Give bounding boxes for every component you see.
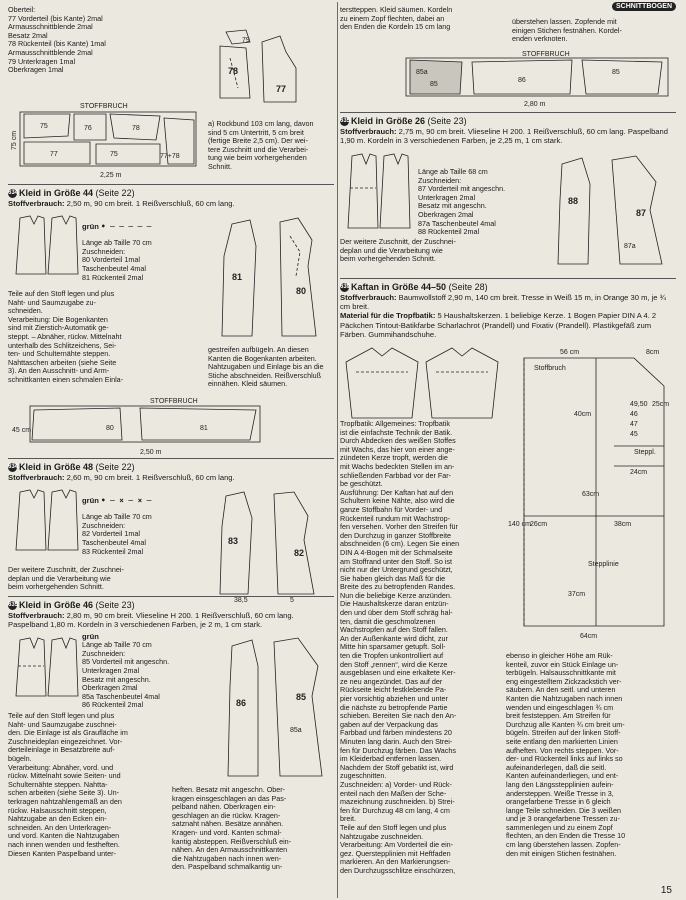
text-line: heften. Besatz mit angeschn. Ober- xyxy=(172,785,286,794)
text-line: den Durchzugsschlitze einschürzen, xyxy=(340,865,456,875)
text-line: lang den Längsstepplinien aufein- xyxy=(506,779,614,789)
svg-text:85: 85 xyxy=(612,69,620,76)
cutting-plan-635-46 xyxy=(402,52,674,110)
text-line: ten, damit die geschmolzenen xyxy=(340,616,436,626)
text-line: Durchzug alle Kanten ¾ cm breit um- xyxy=(506,719,625,729)
text-line: 3). An den Ausschnitt- und Arm- xyxy=(8,366,110,376)
section-635-46-header: 635Kleid in Größe 46 (Seite 23) Stoffverbrauch: 2,80 m, 90 cm breit. Vlieseline H 200. 1 Reißverschluß, 60 cm lang. Paspelband 1,80 m. Kordeln in 3 verschiedenen Farben, je 2 m, 1 cm stark. xyxy=(8,600,294,630)
text-line: nicht nur der Untergrund geschützt, xyxy=(340,565,453,575)
column-divider xyxy=(337,2,338,898)
text-line: aufheften. Von rechts steppen. Vor- xyxy=(506,745,619,755)
section-634-44-cut: grün • ─ ─ ─ ─ ─ Länge ab Taille 70 cm Zuschneiden: 80 Vorderteil 1mal Taschenbeutel 4mal 81 Rückenteil 2mal xyxy=(82,222,212,290)
svg-text:64cm: 64cm xyxy=(580,633,598,640)
text-line: Kanten die Nahtzugaben nach innen xyxy=(506,693,623,703)
text-line: derteileinlage in Besatzbreite auf- xyxy=(8,745,115,755)
text-line: zündeten Kerze tropft, werden die xyxy=(340,453,448,463)
text-line: flechten, an den Enden die Tresse 10 xyxy=(506,831,626,841)
text-line: Farbbad und färben mindestens 20 xyxy=(340,728,452,738)
svg-text:81: 81 xyxy=(200,425,208,432)
text-line: Stiche abschneiden. Reißverschluß xyxy=(208,370,322,380)
svg-text:86: 86 xyxy=(518,77,526,84)
pattern-figure-oberteil xyxy=(206,28,326,108)
text-line: andersteppen. Weiße Tresse in 3, xyxy=(506,788,614,798)
section-divider xyxy=(8,458,334,459)
text-line: den. Paspelband schmalkantig un- xyxy=(172,862,283,872)
text-line: Schulternähte steppen. Nahtta- xyxy=(8,779,108,789)
text-line: am Stoffrand unter den Stoff. So ist xyxy=(340,556,453,566)
svg-text:87a: 87a xyxy=(624,243,636,250)
text-line: gestreifen aufbügeln. An diesen xyxy=(208,345,309,354)
label-79: 79 xyxy=(242,37,250,44)
text-line: breit feststeppen. Am Streifen für xyxy=(506,711,611,721)
text-line: Schultern keine Nähte, also wird die xyxy=(340,496,455,506)
text-line: An der Außenkante wird dicht, zur xyxy=(340,633,448,643)
section-divider xyxy=(340,112,676,113)
text-line: einigen Stichen festnähen. Kordel- xyxy=(512,25,622,35)
section-634-48-cut: grün • ─ × ─ × ─ Länge ab Taille 70 cm Zuschneiden: 82 Vorderteil 1mal Taschenbeutel 4mal 83 Rückenteil 2mal xyxy=(82,496,212,568)
svg-text:STOFFBRUCH: STOFFBRUCH xyxy=(522,51,570,58)
svg-text:85a: 85a xyxy=(290,727,302,734)
text-line: Kragen- und vord. Kanten schmal- xyxy=(172,827,282,837)
text-line: Nachdem der Stoff gebatikt ist, wird xyxy=(340,762,454,772)
text-line: Zuschneiden: xyxy=(82,246,126,256)
section-634-44-body-left xyxy=(8,289,206,384)
text-line: beim vorhergehenden Schnitt. xyxy=(340,254,436,264)
text-line: im Kleiderbad entfernen lassen. xyxy=(340,754,442,764)
text-line: Zuschneiden: xyxy=(418,175,462,185)
text-line: aufeinanderlegen, daß die seitl. xyxy=(506,762,607,772)
text-line: 77 Vorderteil (bis Kante) 2mal xyxy=(8,13,103,23)
text-line: Unterkragen 2mal xyxy=(82,665,140,675)
text-line: 83 Rückenteil 2mal xyxy=(82,546,144,556)
text-line: nach innen wenden und festheften. xyxy=(8,839,120,849)
text-line: schließenden Farbbad vor der Far- xyxy=(340,470,452,480)
text-line: Länge ab Taille 70 cm xyxy=(82,512,152,522)
svg-text:85: 85 xyxy=(296,692,307,702)
text-line: Kanten die Bogenkanten arbeiten. xyxy=(208,353,317,363)
svg-text:5: 5 xyxy=(290,597,294,604)
text-line: 87a Taschenbeutel 4mal xyxy=(418,218,496,228)
section-divider xyxy=(8,596,334,597)
pattern-figure-634-44 xyxy=(216,216,332,346)
svg-text:77+78: 77+78 xyxy=(160,153,180,160)
section-number: 634 xyxy=(8,190,19,197)
section-639-header: 639Kaftan in Größe 44–50 (Seite 28) Stoffverbrauch: Baumwollstoff 2,90 m, 140 cm breit. Tresse in Weiß 15 m, in Orange 30 m, je ¾ cm breit. Material für die Tropfbatik: 5 Haushaltskerzen. 1 beliebige Kerze. 1 Bogen Papier DIN A 4. 2 Päckchen Tintout-Batikfarbe Scharlachrot (Prandell) und Fixativ (Prandell). Plastikgefäß zum Färben. Gummihandschuhe. xyxy=(340,282,666,339)
svg-text:80: 80 xyxy=(296,286,307,296)
text-line: Teile auf den Stoff legen und plus xyxy=(8,711,115,720)
text-line: Nun die beliebige Kerze anzünden. xyxy=(340,590,452,600)
section-divider xyxy=(8,184,334,185)
svg-text:STOFFBRUCH: STOFFBRUCH xyxy=(80,103,128,110)
text-line: 86 Rückenteil 2mal xyxy=(82,700,144,710)
continuation-left xyxy=(340,6,504,38)
text-line: säubern. An den seitl. und unteren xyxy=(506,685,616,695)
dress-illustration-635-46 xyxy=(10,636,82,698)
text-line: zugeschnitten. xyxy=(340,771,387,781)
svg-text:2,25 m: 2,25 m xyxy=(100,172,122,179)
svg-text:75: 75 xyxy=(40,123,48,130)
text-line: den Stoff „rennen“, wird die Kerze xyxy=(340,659,448,669)
section-635-46-body-right xyxy=(172,786,334,896)
text-line: Ausführung: Der Kaftan hat auf den xyxy=(340,487,454,497)
text-line: Taschenbeutel 4mal xyxy=(82,537,146,547)
section-634-48-header: 634Kleid in Größe 48 (Seite 22) Stoffverbrauch: 2,60 m, 90 cm breit. 1 Reißverschluß, 60 cm lang. xyxy=(8,462,235,482)
text-line: mit Wachs bedeckten Stellen im an- xyxy=(340,461,455,471)
text-line: sammenlegen und zu einem Zopf xyxy=(506,822,613,832)
text-line: 78 Rückenteil (bis Kante) 1mal xyxy=(8,39,106,49)
text-line: Teile auf den Stoff legen und plus xyxy=(8,289,115,298)
text-line: markieren. An den Markierungsen- xyxy=(340,857,451,867)
text-line: Länge ab Taille 68 cm xyxy=(418,167,488,176)
svg-text:8cm: 8cm xyxy=(646,349,660,356)
right-column xyxy=(340,0,676,900)
text-line: Rückseite leicht festklebende Pa- xyxy=(340,685,447,695)
text-line: Oberkragen 1mal xyxy=(8,65,64,75)
text-line: kantig absteppen. Reißverschluß ein- xyxy=(172,836,292,846)
svg-text:40cm: 40cm xyxy=(574,411,592,418)
cutting-plan-634-44 xyxy=(10,396,330,458)
text-line: Zuschneideplan eingezeichnet. Vor- xyxy=(8,736,123,746)
text-line: bügeln. xyxy=(8,753,32,763)
section-title: Kleid in Größe 44 xyxy=(19,188,94,198)
text-line: Nahttaschen arbeiten (siehe Seite xyxy=(8,357,117,367)
svg-text:25cm: 25cm xyxy=(652,401,670,408)
text-line: der- und Rückenteil links auf links so xyxy=(506,754,623,764)
text-line: den. Die Einlage ist als Graufläche im xyxy=(8,728,128,738)
dress-illustration-635-26 xyxy=(342,152,418,232)
svg-text:Steppl.: Steppl. xyxy=(634,449,656,456)
svg-text:77: 77 xyxy=(50,151,58,158)
text-line: kragen einsgeschlagen an das Pas- xyxy=(172,793,287,803)
svg-text:47: 47 xyxy=(630,421,638,428)
text-line: terstteppen. Kleid säumen. Kordeln xyxy=(340,5,453,14)
svg-text:63cm: 63cm xyxy=(582,491,600,498)
text-line: deplan und die Verarbeitung wie xyxy=(340,245,443,255)
text-line: Oberteil: xyxy=(8,5,36,14)
text-line: Nahtzugabe an den Ecken ein- xyxy=(8,814,107,824)
svg-text:37cm: 37cm xyxy=(568,591,586,598)
text-line: Länge ab Taille 70 cm xyxy=(82,640,152,650)
text-line: und je 3 orangefarbene Tressen zu- xyxy=(506,814,620,824)
svg-text:26cm: 26cm xyxy=(530,521,548,528)
text-line: Unterkragen 2mal xyxy=(418,192,476,202)
text-line: Verarbeitung: Abnäher, vord. und xyxy=(8,762,114,772)
text-line: steppt. – Abnäher, rückw. Mittelnaht xyxy=(8,331,122,341)
text-line: tung wie beim vorhergehenden xyxy=(208,153,307,163)
text-line: Armausschnittblende 2mal xyxy=(8,22,93,32)
section-634-44-body-right xyxy=(208,346,334,394)
section-634-44-header: 634Kleid in Größe 44 (Seite 22) Stoffverbrauch: 2,50 m, 90 cm breit. 1 Reißverschluß, 60 cm lang. xyxy=(8,188,235,208)
svg-text:75: 75 xyxy=(110,151,118,158)
text-line: wenden und eingeschlagen ¾ cm xyxy=(506,702,614,712)
text-line: lange Teile schneiden. Die 3 weißen xyxy=(506,805,621,815)
section-635-26-cut xyxy=(418,168,548,248)
section-635-46-body-left xyxy=(8,712,168,898)
text-line: gez. Querstepplinien mit Heftfaden xyxy=(340,848,451,858)
text-line: Teile auf den Stoff legen und plus xyxy=(340,822,447,832)
svg-text:38,5: 38,5 xyxy=(234,597,248,604)
section-639-body-left xyxy=(340,420,500,898)
text-line: Verarbeitung: Die Bogenkanten xyxy=(8,314,108,324)
kaftan-illustration xyxy=(342,342,502,420)
dress-illustration-634-48 xyxy=(10,488,82,552)
text-line: Armausschnittblende 2mal xyxy=(8,47,93,57)
text-line: pier vorsichtig abziehen und unter xyxy=(340,694,448,703)
svg-text:45 cm: 45 cm xyxy=(12,427,32,434)
cutting-plan-oberteil xyxy=(10,100,210,180)
text-line: Breite des zu betropfenden Randes. xyxy=(340,582,456,592)
text-line: Rückenteil rundum mit Wachstrop- xyxy=(340,513,450,523)
text-line: mit Wachs, das hier von einer ange- xyxy=(340,444,455,454)
text-line: und vord. Kanten die Nahtzugaben xyxy=(8,831,120,841)
text-line: Besatz mit angeschn. xyxy=(82,674,151,684)
svg-text:87: 87 xyxy=(636,208,647,218)
text-line: Tropfbatik: Allgemeines: Tropfbatik xyxy=(340,419,450,428)
pattern-figure-635-46 xyxy=(222,636,332,786)
text-line: Besatz mit angeschn. xyxy=(418,201,487,211)
text-line: fen versehen. Vorher den Streifen für xyxy=(340,522,458,532)
text-line: DIN A 4-Bogen mit der Schmalseite xyxy=(340,547,453,557)
text-line: kenteil, zuvor ein Stück Einlage un- xyxy=(506,659,619,669)
text-line: schieben. Bereiten Sie nach den An- xyxy=(340,711,457,721)
text-line: Oberkragen 2mal xyxy=(418,209,474,219)
text-line: ganze Stoffbahn für Vorder- und xyxy=(340,504,443,514)
text-line: rückw. Halsausschnitt steppen, xyxy=(8,805,107,815)
text-line: 85 Vorderteil mit angeschn. xyxy=(82,657,170,667)
page-number: 15 xyxy=(660,885,672,896)
text-line: Taschenbeutel 4mal xyxy=(82,263,146,273)
svg-text:38cm: 38cm xyxy=(614,521,632,528)
text-line: fen für Durchzug 48 cm lang, 4 cm xyxy=(340,805,450,815)
svg-text:140 cm: 140 cm xyxy=(508,521,531,528)
text-line: die nächste zu betropfende Partie xyxy=(340,702,448,712)
text-line: Mitte hin sparsamer getupft. Soll- xyxy=(340,642,446,652)
text-line: mazeichnung zuschneiden. b) Strei- xyxy=(340,797,455,807)
svg-text:82: 82 xyxy=(294,548,305,558)
text-line: satznaht nähen. Besätze annähen. xyxy=(172,819,284,829)
svg-text:76: 76 xyxy=(84,125,92,132)
text-line: ist die einfachste Technik der Batik. xyxy=(340,427,453,437)
svg-text:Stoffbruch: Stoffbruch xyxy=(534,365,566,372)
text-line: Wachstropfen auf den Stoff fallen. xyxy=(340,625,448,635)
text-line: Naht- und Saumzugabe zuschnei- xyxy=(8,719,117,729)
text-line: schnittkanten einen schmalen Einla- xyxy=(8,374,124,384)
text-line: Verarbeitung: Am Vorderteil die ein- xyxy=(340,840,454,850)
text-line: Zuschneiden: a) Vorder- und Rück- xyxy=(340,779,452,789)
text-line: den und über dem Stoff schräg hal- xyxy=(340,608,453,618)
section-page: (Seite 22) xyxy=(95,188,135,198)
text-line: beim vorhergehenden Schnitt. xyxy=(8,582,104,592)
text-line: terbügeln. Halsausschnittkante mit xyxy=(506,668,616,678)
svg-text:45: 45 xyxy=(630,431,638,438)
text-line: deplan und die Verarbeitung wie xyxy=(8,573,111,583)
text-line: sind mit Zierstich-Automatik ge- xyxy=(8,323,109,333)
text-line: 87 Vorderteil mit angeschn. xyxy=(418,184,506,194)
text-line: abschneiden (6 cm). Legen Sie einen xyxy=(340,539,460,549)
text-line: enden verknoten. xyxy=(512,34,568,44)
text-line: ten- und Schulternähte steppen. xyxy=(8,349,111,359)
text-line: be geschützt. xyxy=(340,479,383,489)
svg-text:85a: 85a xyxy=(416,69,428,76)
text-line: unterhalb des Schlitzeichens, Sei- xyxy=(8,340,117,350)
text-line: schneiden. An den Unterkragen- xyxy=(8,822,112,832)
text-line: zu einem Zopf flechten, dabei an xyxy=(340,13,445,23)
svg-text:86: 86 xyxy=(236,698,247,708)
section-639-body-right xyxy=(506,652,676,882)
text-line: 82 Vorderteil 1mal xyxy=(82,529,140,539)
text-line: ze neu angezündet. Das auf der xyxy=(340,676,443,686)
svg-text:81: 81 xyxy=(232,272,243,282)
text-line: enteil nach den Maßen der Sche- xyxy=(340,788,447,798)
text-line: einnähen. Kleid säumen. xyxy=(208,379,288,389)
pattern-figure-634-48 xyxy=(214,490,330,602)
text-line: Nahtzugaben und Einlage bis an die xyxy=(208,362,324,372)
label-78: 78 xyxy=(228,66,239,76)
svg-text:75 cm: 75 cm xyxy=(11,130,18,150)
text-line: 85a Taschenbeutel 4mal xyxy=(82,691,160,701)
kaftan-diagram xyxy=(504,346,676,642)
text-line: tere Zuschnitt und die Verarbei- xyxy=(208,144,309,154)
section-635-26-header: 635Kleid in Größe 26 (Seite 23) Stoffverbrauch: 2,75 m, 90 cm breit. Vlieseline H 200. 1 Reißverschluß, 60 cm lang. Paspelband 1,90 m. Kordeln in 3 verschiedenen Farben, je 2,25 m, 1 cm stark. xyxy=(340,116,668,146)
text-line: Nahtzugabe zuschneiden. xyxy=(340,831,424,841)
text-line: nähen. An den Armausschnittkanten xyxy=(172,845,288,855)
svg-text:80: 80 xyxy=(106,425,114,432)
section-divider xyxy=(340,278,676,279)
text-line: seite entlang den markierten Linien xyxy=(506,736,618,746)
svg-text:56 cm: 56 cm xyxy=(560,349,580,356)
svg-text:STOFFBRUCH: STOFFBRUCH xyxy=(150,398,198,405)
svg-text:46: 46 xyxy=(630,411,638,418)
left-column xyxy=(8,0,334,900)
text-line: a) Rockbund 103 cm lang, davon xyxy=(208,119,314,128)
text-line: die Nahtzugaben nach innen wen- xyxy=(172,853,282,863)
text-line: 80 Vorderteil 1mal xyxy=(82,255,140,265)
svg-text:24cm: 24cm xyxy=(630,469,648,476)
text-line: ten die Tropfen unkontrolliert auf xyxy=(340,651,444,661)
text-line: eng eingestelltem Zickzackstich ver- xyxy=(506,676,622,686)
text-line: Diesen Kanten Paspelband unter- xyxy=(8,848,116,858)
svg-text:Stepplinie: Stepplinie xyxy=(588,561,619,568)
svg-text:2,80 m: 2,80 m xyxy=(524,101,546,108)
text-line: schneiden. xyxy=(8,306,43,316)
text-line: gaben auf der Verpackung das xyxy=(340,719,438,729)
text-line: Länge ab Taille 70 cm xyxy=(82,238,152,248)
text-line: Besatz 2mal xyxy=(8,30,48,40)
pattern-figure-635-26 xyxy=(550,154,674,274)
text-line: rückw. Mittelnaht sowie Seiten- und xyxy=(8,771,121,781)
text-line: Minuten lang darin. Auch den Strei- xyxy=(340,736,453,746)
text-line: 88 Rückenteil 2mal xyxy=(418,227,480,237)
section-635-26-body xyxy=(340,238,540,268)
text-line: Zuschneiden: xyxy=(82,520,126,530)
text-line: den mit einigen Stichen festnähen. xyxy=(506,848,617,858)
text-line: Die Haushaltskerze daran entzün- xyxy=(340,599,449,609)
text-line: 81 Rückenteil 2mal xyxy=(82,272,144,282)
rockbund-note xyxy=(208,120,334,182)
text-line: Der weitere Zuschnitt, der Zuschnei- xyxy=(8,565,124,574)
section-634-48-body xyxy=(8,566,208,594)
text-line: pelband nähen. Oberkragen ein- xyxy=(172,802,276,812)
text-line: bügeln. Streifen auf der linken Stoff- xyxy=(506,728,621,738)
text-line: Sie haben gleich das Maß für die xyxy=(340,573,446,583)
text-line: Oberkragen 2mal xyxy=(82,683,138,693)
text-line: schen arbeiten (siehe Seite 3). Un- xyxy=(8,788,120,798)
label-77: 77 xyxy=(276,84,287,94)
svg-text:88: 88 xyxy=(568,196,579,206)
text-line: den Durchzug in ganzer Stoffbreite xyxy=(340,530,451,540)
text-line: ausgeblasen und eine erkaltete Ker- xyxy=(340,668,456,678)
text-line: (fertige Breite 2,5 cm). Der wei- xyxy=(208,136,308,146)
text-line: den Enden die Kordeln 15 cm lang xyxy=(340,22,451,32)
text-line: cm lang überstehen lassen. Zopfen- xyxy=(506,840,621,850)
text-line: terkragen nahtzahlengemäß an den xyxy=(8,796,122,806)
text-line: fen für Durchzug färben. Das Wachs xyxy=(340,745,456,755)
svg-text:83: 83 xyxy=(228,536,239,546)
text-line: Naht- und Saumzugabe zu- xyxy=(8,297,96,307)
continuation-right xyxy=(512,18,672,50)
text-line: Schnitt. xyxy=(208,161,232,171)
text-line: Zuschneiden: xyxy=(82,648,126,658)
text-line: ebenso in gleicher Höhe am Rük- xyxy=(506,651,613,660)
svg-text:78: 78 xyxy=(132,125,140,132)
svg-text:2,50 m: 2,50 m xyxy=(140,449,162,456)
schnittbogen-badge: SCHNITTBOGEN xyxy=(612,2,676,11)
svg-text:49,50: 49,50 xyxy=(630,401,648,408)
text-line: Durch Abdecken des weißen Stoffes xyxy=(340,436,456,446)
section-635-46-cut: grün Länge ab Taille 70 cm Zuschneiden: 85 Vorderteil mit angeschn. Unterkragen 2mal Besatz mit angeschn. Oberkragen 2mal 85a Taschenbeutel 4mal 86 Rückenteil 2mal xyxy=(82,632,232,712)
svg-text:85: 85 xyxy=(430,81,438,88)
text-line: Kanten aufeinanderliegen, und ent- xyxy=(506,771,619,781)
text-line: sind 5 cm Untertritt, 5 cm breit xyxy=(208,127,304,137)
text-line: überstehen lassen. Zopfende mit xyxy=(512,17,617,26)
text-line: geschlagen an die rückw. Kragen- xyxy=(172,810,281,820)
text-line: Der weitere Zuschnitt, der Zuschnei- xyxy=(340,237,456,246)
text-line: 79 Unterkragen 1mal xyxy=(8,56,76,66)
dress-illustration-634-44 xyxy=(10,214,82,276)
text-line: orangefarbene Tresse in 6 gleich xyxy=(506,797,611,807)
text-line: breit. xyxy=(340,814,356,824)
